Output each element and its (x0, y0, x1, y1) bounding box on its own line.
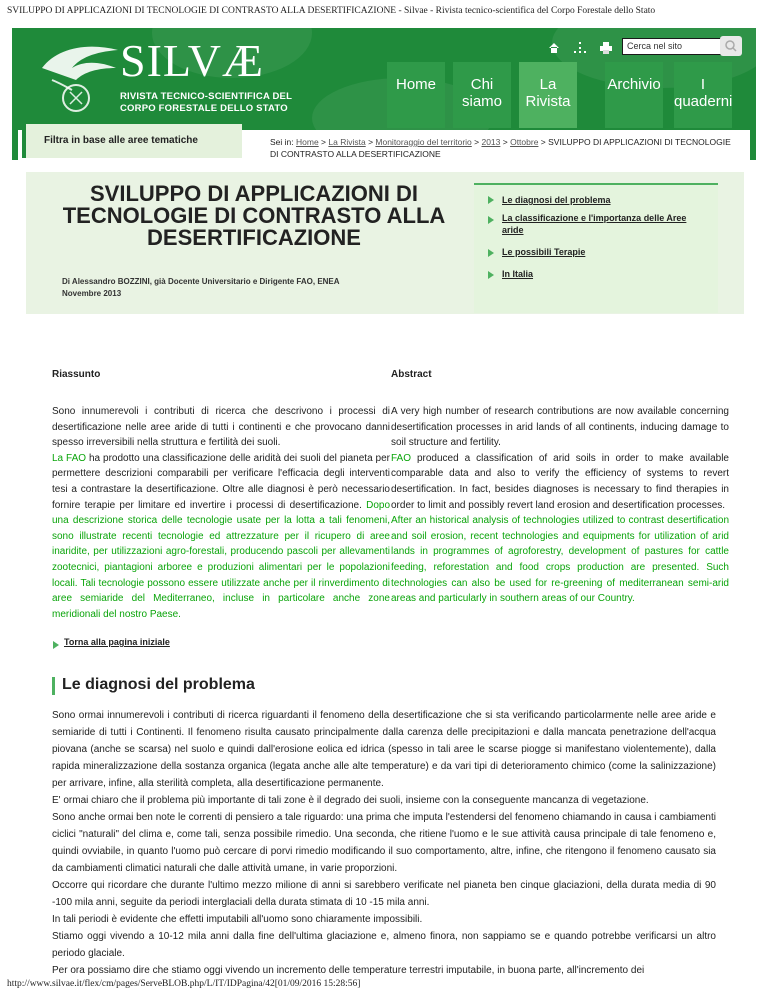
riassunto-paragraph-2 (52, 451, 390, 623)
site-title[interactable]: SILVÆ (120, 35, 264, 86)
nav-la-rivista[interactable] (519, 62, 577, 128)
site-header (12, 28, 756, 130)
site-subtitle (120, 91, 292, 115)
section-paragraph: E' ormai chiaro che il problema più importante di tali zone è il degrado dei suoli, insieme con la conseguente mancanza di vegetazione. (52, 795, 649, 806)
breadcrumb-link-month[interactable]: Ottobre (510, 137, 539, 147)
breadcrumb-prefix: Sei in: (270, 137, 294, 147)
site-subtitle-line1: RIVISTA TECNICO-SCIENTIFICA DEL (120, 91, 293, 102)
toc-link-classificazione[interactable]: La classificazione e l'importanza delle Aree aride (502, 213, 687, 235)
toc-link-italia[interactable]: In Italia (502, 269, 534, 279)
riassunto-paragraph-2-highlight: Dopo una descrizione storica delle tecnologie usate per la lotta a tali fenomeni, sono illustrate recenti tecnologie ed attrezzature per il ricupero di aree inaridite, per utilizzazioni agro-forestali, producendo pascoli per allevamenti zootecnici, piantagioni arboree e produzioni alimentari per le popolazioni locali. Tali tecnologie possono essere utilizzate anche per il rinverdimento di aree semiaride del Mediterraneo, incluse in particolare anche zone meridionali del nostro Paese. (52, 499, 390, 620)
nav-chi-siamo-label: Chi siamo (461, 76, 502, 110)
section-paragraph: In tali periodi è evidente che effetti imputabili all'uomo sono chiaramente impossibili. (52, 914, 423, 925)
breadcrumb-link-monitoraggio[interactable]: Monitoraggio del territorio (375, 137, 472, 147)
section-paragraph: Sono ormai innumerevoli i contributi di ricerca riguardanti il fenomeno della desertificazione che si sta verificando particolarmente nelle aree aride e semiaride di tutti i Continenti. Il fenomeno risulta causato principalmente dalla carenza delle precipitazioni e dalla mancata penetrazione dell'acqua piovana (anche se scarsa) nel suolo e quindi dall'erosione eolica ed idrica (spesso in tali aree le scarse piogge si manifestano violentemente), dalla rapida mineralizzazione della sostanza organica (legata anche alle alte temperature) e da vari tipi di deterioramento chimico (come la salinizzazione) per arrivare, infine, alla sterilità completa, alla desertificazione permanente. (52, 710, 716, 789)
section-accent-bar (52, 677, 55, 695)
abstract-paragraph-3: After an historical analysis of technologies utilized to contrast desertification and soil erosion, recent technologies and equipments for utilization of arid lands in programmes of agroforestry, development of pastures for cattle feeding, reforestation and food crops production are presented. Such technologies can also be used for re-greening of mediterranean semi-arid areas and particularly in southern areas of our Country. (391, 515, 729, 605)
author-line: Di Alessandro BOZZINI, già Docente Universitario e Dirigente FAO, ENEA (62, 277, 340, 286)
breadcrumb-link-rivista[interactable]: La Rivista (328, 137, 366, 147)
nav-home[interactable] (387, 62, 445, 128)
section-title: Le diagnosi del problema (62, 676, 255, 693)
back-to-home-link[interactable]: Torna alla pagina iniziale (64, 637, 170, 647)
article-title: SVILUPPO DI APPLICAZIONI DI TECNOLOGIE DI CONTRASTO ALLA DESERTIFICAZIONE (62, 181, 446, 250)
section-paragraph: Occorre qui ricordare che durante l'ultimo mezzo milione di anni si sarebbero verificate nel pianeta ben cinque glaciazioni, della durata media di 90 -100 mila anni, seguite da periodi interglaciali della durata stimata di 10 -15 mila anni. (52, 880, 716, 908)
abstract-paragraph-1: A very high number of research contributions are now available concerning desertification processes in arid lands of all continents, inducing damage to soil structure and fertility. (391, 406, 729, 449)
arrow-right-icon (488, 249, 494, 257)
section-paragraph: Per ora possiamo dire che stiamo oggi vivendo un incremento delle temperature terrestri imputabile, in buona parte, all'incremento dei (52, 965, 645, 976)
abstract-text (391, 404, 729, 607)
breadcrumb-link-year[interactable]: 2013 (481, 137, 501, 147)
section-paragraph: Sono anche ormai ben note le correnti di pensiero a tale riguardo: una prima che imputa l'estendersi del fenomeno chiamando in causa i cambiamenti ciclici "naturali" del clima e, come tali, senza possibile rimedio. Una seconda, che ritiene l'uomo e le sue attività causa principale di tale fenomeno e, quindi ovviabile, in quanto l'uomo può cercare di porvi rimedio modificando il suo comportamento, altre, infine, che ritengono il fenomeno causato sia da cambiamenti climatici naturali che dalle attività umane, in varie proporzioni. (52, 812, 716, 874)
print-page-url: http://www.silvae.it/flex/cm/pages/ServeBLOB.php/L/IT/IDPagina/42[01/09/2016 15:28:56] (7, 979, 361, 989)
toc-link-terapie[interactable]: Le possibili Terapie (502, 247, 586, 257)
print-page-title: SVILUPPO DI APPLICAZIONI DI TECNOLOGIE DI CONTRASTO ALLA DESERTIFICAZIONE - Silvae - Rivista tecnico-scientifica del Corpo Forestale dello Stato (7, 6, 656, 16)
abstract-fao-highlight: FAO (391, 452, 412, 464)
toc-link-diagnosi[interactable]: Le diagnosi del problema (502, 195, 611, 205)
filter-areas-button[interactable]: Filtra in base alle aree tematiche (22, 124, 242, 158)
nav-chi-siamo[interactable] (453, 62, 511, 128)
table-of-contents (474, 183, 718, 313)
search-button[interactable] (720, 36, 742, 56)
nav-la-rivista-label: La Rivista (525, 76, 571, 110)
home-icon[interactable] (548, 42, 560, 54)
riassunto-fao-highlight: La FAO (52, 452, 87, 464)
arrow-right-icon (53, 641, 59, 649)
nav-i-quaderni-label: I quaderni (674, 76, 733, 110)
abstract-paragraph-2-text: produced a classification of arid soils in order to make available comparable data and also to verify the efficiency of systems to revert desertification. In fact, besides diagnoses is necessary to find therapies in order to limit and possibly revert land erosion and desertification processes. (391, 452, 729, 511)
article-byline (62, 276, 340, 300)
publication-date: Novembre 2013 (62, 289, 122, 298)
silvae-logo-icon[interactable] (32, 40, 122, 120)
right-border (750, 130, 756, 160)
riassunto-text (52, 404, 390, 622)
abstract-heading: Abstract (391, 369, 432, 380)
search-input[interactable]: Cerca nel sito (622, 38, 728, 55)
arrow-right-icon (488, 196, 494, 204)
arrow-right-icon (488, 271, 494, 279)
riassunto-paragraph-2-text: ha prodotto una classificazione delle aridità dei suoli del pianeta per permettere descrizioni comparabili per verificare l'efficacia degli interventi tesi a contrastare la desertificazione. Oltre alle diagnosi è però necessario fornire terapie per limitare ed invertire i processi di desertificazione. (52, 452, 390, 511)
utility-icons (548, 42, 612, 54)
search-icon (720, 36, 742, 56)
breadcrumb-link-home[interactable]: Home (296, 137, 319, 147)
print-icon[interactable] (600, 42, 612, 54)
site-subtitle-line2: CORPO FORESTALE DELLO STATO (120, 103, 288, 114)
breadcrumb: Sei in: Home > La Rivista > Monitoraggio del territorio > 2013 > Ottobre > SVILUPPO DI APPLICAZIONI DI TECNOLOGIE DI CONTRASTO ALLA DESERTIFICAZIONE (270, 137, 731, 159)
section-paragraph: Stiamo oggi vivendo a 10-12 mila anni dalla fine dell'ultima glaciazione e, almeno finora, non sappiamo se e quando potrebbe verificarsi un altro periodo glaciale. (52, 931, 716, 959)
riassunto-paragraph-1: Sono innumerevoli i contributi di ricerca che descrivono i processi di desertificazione nelle aree aride di tutti i continenti e che provocano danni spesso irreversibili nella struttura e fertilità dei suoli. (52, 406, 390, 449)
nav-i-quaderni[interactable] (674, 62, 732, 128)
left-border (12, 130, 18, 160)
abstract-paragraph-2 (391, 451, 729, 513)
riassunto-heading: Riassunto (52, 369, 101, 380)
nav-home-label: Home (395, 76, 436, 93)
nav-archivio[interactable] (605, 62, 663, 128)
nav-archivio-label: Archivio (607, 76, 661, 93)
breadcrumb-current: SVILUPPO DI APPLICAZIONI DI TECNOLOGIE DI CONTRASTO ALLA DESERTIFICAZIONE (270, 137, 731, 159)
sitemap-icon[interactable] (574, 42, 586, 54)
arrow-right-icon (488, 216, 494, 224)
section-body (52, 707, 716, 979)
